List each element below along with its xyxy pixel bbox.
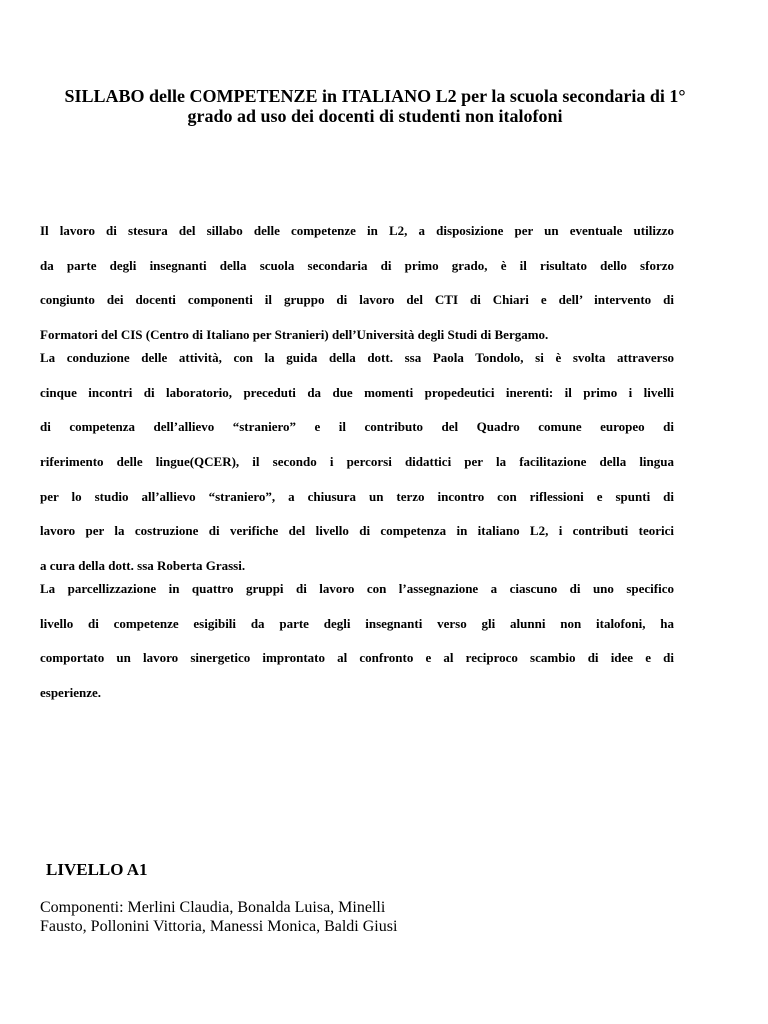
paragraph-3-line-2: livello di competenze esigibili da parte degli insegnanti verso gli alunni non italofoni, ha bbox=[40, 615, 674, 631]
title-line-1: SILLABO delle COMPETENZE in ITALIANO L2 per la scuola secondaria di 1° bbox=[64, 86, 686, 106]
paragraph-2-line-2: cinque incontri di laboratorio, preceduti da due momenti propedeutici inerenti: il primo i livelli bbox=[40, 384, 674, 400]
components-line-2: Fausto, Pollonini Vittoria, Manessi Monica, Baldi Giusi bbox=[40, 918, 398, 935]
paragraph-1-line-4: Formatori del CIS (Centro di Italiano per Stranieri) dell’Università degli Studi di Bergamo. bbox=[40, 326, 549, 342]
paragraph-2-line-7: a cura della dott. ssa Roberta Grassi. bbox=[40, 557, 246, 573]
paragraph-2-line-1: La conduzione delle attività, con la guida della dott. ssa Paola Tondolo, si è svolta attraverso bbox=[40, 350, 674, 366]
paragraph-1-line-3: congiunto dei docenti componenti il gruppo di lavoro del CTI di Chiari e dell’ intervento di bbox=[40, 292, 674, 308]
paragraph-1-line-1: Il lavoro di stesura del sillabo delle competenze in L2, a disposizione per un eventuale utilizzo bbox=[40, 223, 674, 238]
title-line-2: grado ad uso dei docenti di studenti non italofoni bbox=[187, 106, 563, 126]
paragraph-1-line-2: da parte degli insegnanti della scuola secondaria di primo grado, è il risultato dello sforzo bbox=[40, 257, 674, 273]
paragraph-3-line-4: esperienze. bbox=[40, 684, 102, 700]
components-list bbox=[40, 898, 480, 936]
paragraph-2-line-6: lavoro per la costruzione di verifiche del livello di competenza in italiano L2, i contributi teorici bbox=[40, 523, 674, 539]
section-heading-livello-a1: LIVELLO A1 bbox=[46, 860, 148, 879]
document-title bbox=[30, 86, 720, 126]
paragraph-3-line-1: La parcellizzazione in quattro gruppi di lavoro con l’assegnazione a ciascuno di uno specifico bbox=[40, 581, 674, 597]
components-line-1: Componenti: Merlini Claudia, Bonalda Luisa, Minelli bbox=[40, 899, 386, 916]
intro-text bbox=[40, 223, 674, 720]
paragraph-2-line-5: per lo studio all’allievo “straniero”, a chiusura un terzo incontro con riflessioni e spunti di bbox=[40, 488, 674, 504]
paragraph-3-line-3: comportato un lavoro sinergetico improntato al confronto e al reciproco scambio di idee e di bbox=[40, 650, 674, 666]
paragraph-2-line-3: di competenza dell’allievo “straniero” e il contributo del Quadro comune europeo di bbox=[40, 419, 674, 435]
paragraph-2-line-4: riferimento delle lingue(QCER), il secondo i percorsi didattici per la facilitazione della lingua bbox=[40, 453, 674, 469]
